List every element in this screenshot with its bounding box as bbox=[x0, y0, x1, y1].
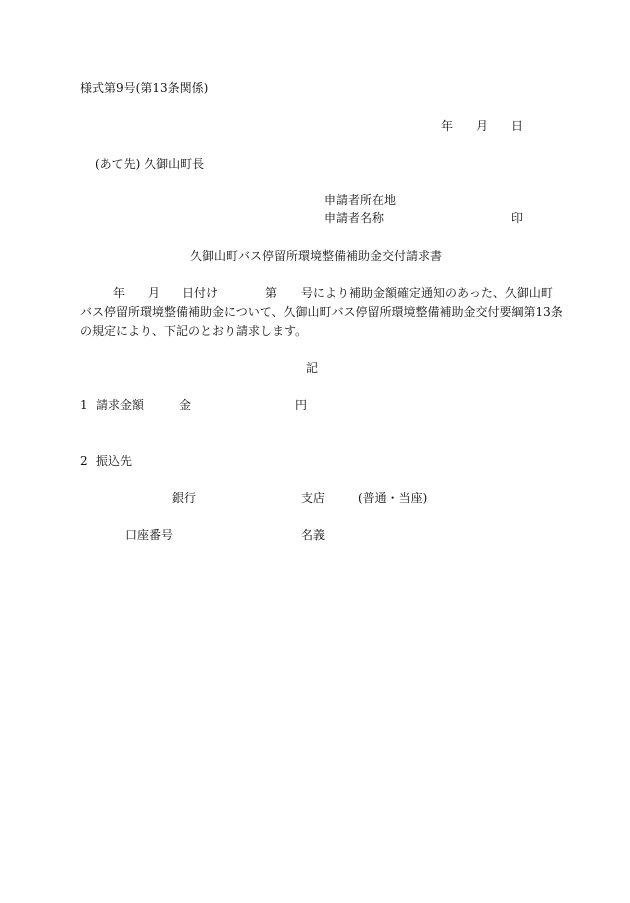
date-year: 年 bbox=[441, 119, 454, 133]
item-1-yen: 円 bbox=[295, 398, 308, 412]
body-line-3: の規定により、下記のとおり請求します。 bbox=[80, 324, 308, 338]
account-number-label: 口座番号 bbox=[125, 528, 174, 542]
body-dai: 第 bbox=[265, 286, 278, 300]
item-1-number: 1 bbox=[80, 398, 88, 412]
item-2-number: 2 bbox=[80, 454, 88, 468]
body-line1-rest: 号により補助金額確定通知のあった、久御山町 bbox=[301, 286, 553, 300]
bank-label: 銀行 bbox=[172, 491, 197, 505]
applicant-name-label: 申請者名称 bbox=[324, 211, 385, 225]
form-number: 様式第9号(第13条関係) bbox=[80, 81, 209, 95]
item-2-label: 振込先 bbox=[96, 454, 133, 468]
seal-mark: 印 bbox=[511, 211, 524, 225]
applicant-address-label: 申請者所在地 bbox=[324, 193, 397, 207]
body-month: 月 bbox=[148, 286, 161, 300]
item-1-label: 請求金額 bbox=[96, 398, 145, 412]
body-dated: 日付け bbox=[182, 286, 219, 300]
date-month: 月 bbox=[476, 119, 489, 133]
addressee: (あて先) 久御山町長 bbox=[95, 157, 205, 171]
body-year: 年 bbox=[113, 286, 126, 300]
item-1-kin: 金 bbox=[179, 398, 192, 412]
body-line-2: バス停留所環境整備補助金について、久御山町バス停留所環境整備補助金交付要綱第13条 bbox=[80, 305, 563, 319]
ki-heading: 記 bbox=[306, 361, 319, 375]
account-holder-label: 名義 bbox=[301, 528, 326, 542]
branch-label: 支店 bbox=[301, 491, 326, 505]
date-day: 日 bbox=[511, 119, 524, 133]
document-title: 久御山町バス停留所環境整備補助金交付請求書 bbox=[190, 249, 443, 263]
account-type-label: (普通・当座) bbox=[358, 491, 428, 505]
